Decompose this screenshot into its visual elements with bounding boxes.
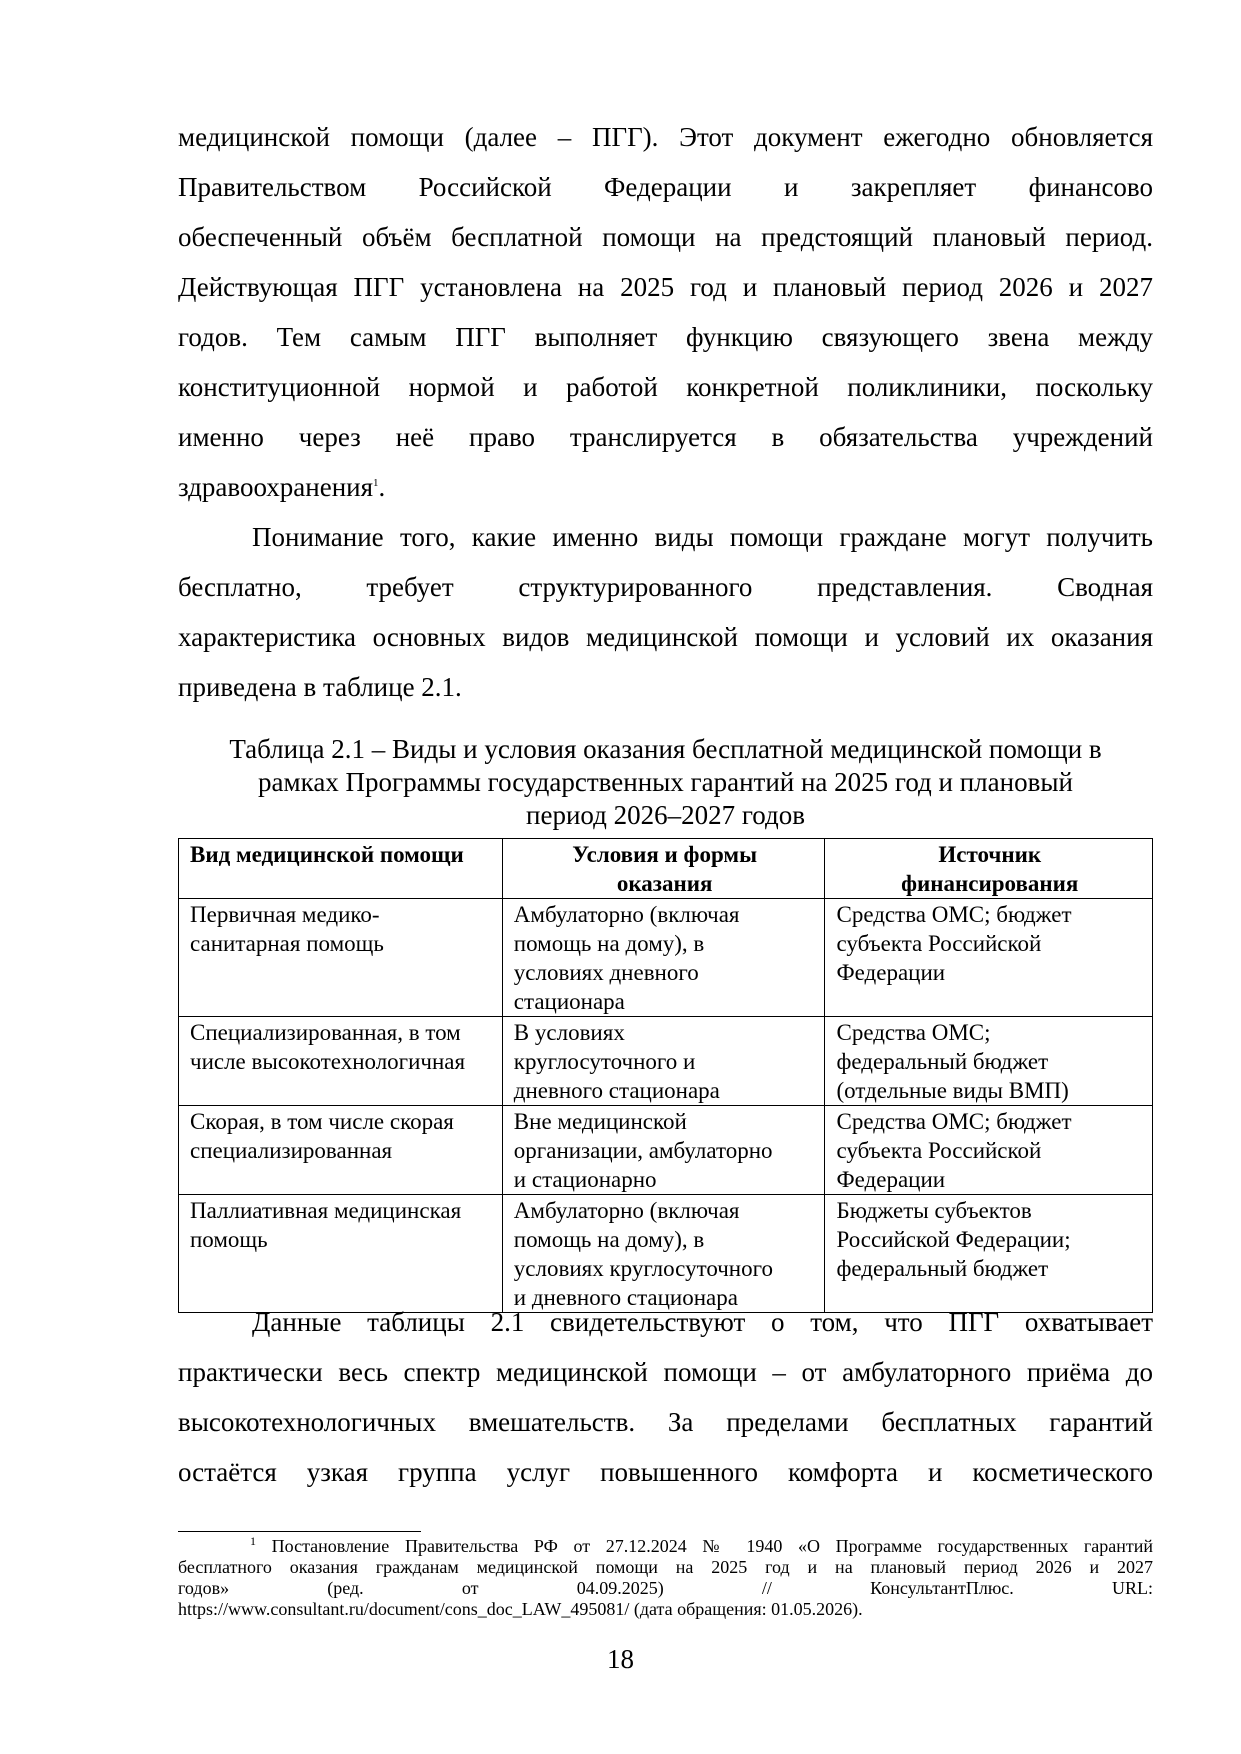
cell-text: Средства ОМС; бюджет [836,902,1072,927]
text-line: конституционной нормой и работой конкретной поликлиники, поскольку [178,372,1153,402]
caption-line: период 2026–2027 годов [526,800,805,830]
cell-text: Российской Федерации; [836,1227,1071,1252]
cell-text: субъекта Российской [836,1138,1042,1163]
cell-text: Первичная медико- [190,902,380,927]
cell-text: Федерации [836,960,946,985]
cell-text: условиях круглосуточного [513,1256,773,1281]
table-cell [179,899,503,1017]
text-line: Действующая ПГГ установлена на 2025 год и плановый период 2026 и 2027 [178,272,1153,302]
header-text: финансирования [901,871,1079,896]
cell-text: Вне медицинской [513,1109,687,1134]
caption-line: рамках Программы государственных гарантий на 2025 год и плановый [258,767,1073,797]
table-cell [502,1106,825,1195]
footnote-mark: 1 [250,1534,256,1548]
cell-text: Бюджеты субъектов [836,1198,1032,1223]
table-row [179,1017,1153,1106]
text-line: медицинской помощи (далее – ПГГ). Этот документ ежегодно обновляется [178,122,1153,152]
cell-text: В условиях [513,1020,625,1045]
cell-text: и дневного стационара [513,1285,738,1310]
cell-text: и стационарно [513,1167,657,1192]
header-text: Условия и формы [572,842,758,867]
table-cell [179,1017,503,1106]
paragraph-table-analysis [178,1297,1153,1497]
paragraph-table-intro [178,512,1153,712]
table-row [179,1106,1153,1195]
cell-text: федеральный бюджет [836,1256,1049,1281]
footnote-line: бесплатного оказания гражданам медицинской помощи на 2025 год и на плановый период 2026 и 2027 [178,1557,1153,1577]
cell-text: Средства ОМС; [836,1020,991,1045]
cell-text: помощь на дому), в [513,931,705,956]
cell-text: помощь на дому), в [513,1227,705,1252]
cell-text: Средства ОМС; бюджет [836,1109,1072,1134]
cell-text: (отдельные виды ВМП) [836,1078,1069,1103]
header-cell-conditions [502,839,825,899]
text-line: Данные таблицы 2.1 свидетельствуют о том, что ПГГ охватывает [252,1307,1153,1337]
cell-text: помощь [190,1227,268,1252]
header-text: Источник [938,842,1042,867]
table-cell [825,1106,1153,1195]
text-line: остаётся узкая группа услуг повышенного комфорта и косметического [178,1457,1153,1487]
cell-text: дневного стационара [513,1078,720,1103]
text-line: именно через неё право транслируется в обязательства учреждений [178,422,1153,452]
cell-text: Амбулаторно (включая [513,1198,740,1223]
table-header-row [179,839,1153,899]
header-text: Вид медицинской помощи [190,842,464,867]
footnote-url-line[interactable]: https://www.consultant.ru/document/cons_doc_LAW_495081/ (дата обращения: 01.05.2026). [178,1599,863,1619]
cell-text: Скорая, в том числе скорая [190,1109,454,1134]
text-fragment: . [378,472,386,502]
text-fragment: здравоохранения [178,472,374,502]
cell-text: условиях дневного [513,960,699,985]
table-row [179,1195,1153,1313]
cell-text: Амбулаторно (включая [513,902,740,927]
table-cell [825,1195,1153,1313]
text-line: Понимание того, какие именно виды помощи граждане могут получить [252,522,1153,552]
text-line: приведена в таблице 2.1. [178,672,462,702]
footnote-reference[interactable]: 1 [373,477,379,489]
footnote-text: Постановление Правительства РФ от 27.12.2024 № 1940 «О Программе государственных гарантий [271,1536,1153,1556]
cell-text: федеральный бюджет [836,1049,1049,1074]
cell-text: круглосуточного и [513,1049,696,1074]
table-caption [178,733,1153,832]
cell-text: Паллиативная медицинская [190,1198,462,1223]
text-line: обеспеченный объём бесплатной помощи на предстоящий плановый период. [178,222,1153,252]
cell-text: специализированная [190,1138,393,1163]
text-line [178,462,1153,512]
header-cell-care-type [179,839,503,899]
table-cell [825,1017,1153,1106]
caption-line: Таблица 2.1 – Виды и условия оказания бесплатной медицинской помощи в [229,734,1102,764]
cell-text: числе высокотехнологичная [190,1049,466,1074]
page-number: 18 [607,1644,634,1674]
footnote-separator [178,1531,421,1532]
cell-text: Специализированная, в том [190,1020,461,1045]
cell-text: организации, амбулаторно [513,1138,773,1163]
table-cell [502,1017,825,1106]
cell-text: субъекта Российской [836,931,1042,956]
text-line: бесплатно, требует структурированного представления. Сводная [178,572,1153,602]
text-line: практически весь спектр медицинской помощи – от амбулаторного приёма до [178,1357,1153,1387]
table-cell [502,899,825,1017]
cell-text: стационара [513,989,625,1014]
header-cell-funding [825,839,1153,899]
footnote-line: годов» (ред. от 04.09.2025) // КонсультантПлюс. URL: [178,1578,1153,1598]
cell-text: Федерации [836,1167,946,1192]
table-row [179,899,1153,1017]
footnote-line [178,1536,1153,1557]
footnote [178,1536,1153,1620]
text-line: Правительством Российской Федерации и закрепляет финансово [178,172,1153,202]
medical-care-table [178,838,1153,1313]
text-line: характеристика основных видов медицинской помощи и условий их оказания [178,622,1153,652]
table-cell [179,1106,503,1195]
text-line: годов. Тем самым ПГГ выполняет функцию связующего звена между [178,322,1153,352]
table-cell [179,1195,503,1313]
text-line: высокотехнологичных вмешательств. За пределами бесплатных гарантий [178,1407,1153,1437]
table-cell [502,1195,825,1313]
paragraph-continuation [178,112,1153,512]
cell-text: санитарная помощь [190,931,384,956]
table-cell [825,899,1153,1017]
header-text: оказания [616,871,713,896]
